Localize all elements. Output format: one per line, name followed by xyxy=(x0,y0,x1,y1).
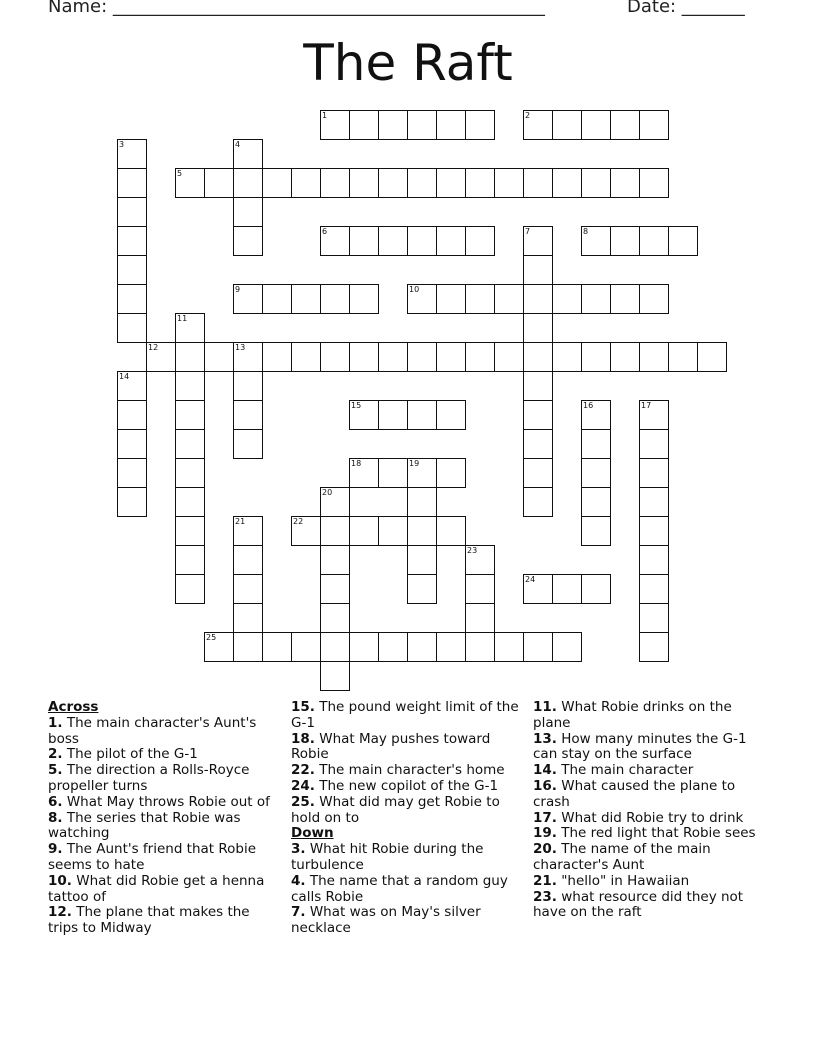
clue-text: What hit Robie during the turbulence xyxy=(291,841,484,873)
clue-number: 22 xyxy=(293,517,304,526)
grid-cell[interactable] xyxy=(320,168,350,198)
clue-item xyxy=(48,716,278,748)
clue-number: 12 xyxy=(148,343,159,352)
clue-text: The pound weight limit of the G-1 xyxy=(291,699,519,731)
grid-cell[interactable] xyxy=(378,110,408,140)
clues-column-1 xyxy=(48,700,278,937)
clue-item xyxy=(533,779,769,811)
clues-column-3 xyxy=(533,700,769,921)
grid-cell[interactable] xyxy=(407,110,437,140)
grid-cell[interactable] xyxy=(581,226,611,256)
grid-cell[interactable] xyxy=(320,661,350,691)
clue-item xyxy=(48,842,278,874)
clue-text: "hello" in Hawaiian xyxy=(561,872,690,889)
grid-cell[interactable] xyxy=(639,632,669,662)
grid-cell[interactable] xyxy=(436,458,466,488)
clue-number-label: 25. xyxy=(291,793,315,810)
grid-cell[interactable] xyxy=(407,632,437,662)
grid-cell[interactable] xyxy=(117,400,147,430)
grid-cell[interactable] xyxy=(581,429,611,459)
grid-cell[interactable] xyxy=(233,429,263,459)
clue-number-label: 8. xyxy=(48,809,63,826)
clue-item xyxy=(291,842,519,874)
grid-cell[interactable] xyxy=(552,574,582,604)
clue-number: 1 xyxy=(322,111,328,120)
clue-number: 11 xyxy=(177,314,188,323)
clue-text: What May pushes toward Robie xyxy=(291,730,491,763)
clue-number: 6 xyxy=(322,227,328,236)
grid-cell[interactable] xyxy=(320,545,350,575)
grid-cell[interactable] xyxy=(639,487,669,517)
grid-cell[interactable] xyxy=(378,516,408,546)
grid-cell[interactable] xyxy=(523,284,553,314)
grid-cell[interactable] xyxy=(436,110,466,140)
clue-number: 15 xyxy=(351,401,362,410)
grid-cell[interactable] xyxy=(117,226,147,256)
grid-cell[interactable] xyxy=(233,168,263,198)
grid-cell[interactable] xyxy=(668,226,698,256)
grid-cell[interactable] xyxy=(407,516,437,546)
grid-cell[interactable] xyxy=(175,429,205,459)
clue-number-label: 16. xyxy=(533,777,557,794)
grid-cell[interactable] xyxy=(175,400,205,430)
grid-cell[interactable] xyxy=(233,371,263,401)
grid-cell[interactable] xyxy=(465,226,495,256)
clue-text: The direction a Rolls-Royce propeller turns xyxy=(48,762,250,794)
grid-cell[interactable] xyxy=(639,110,669,140)
clue-number: 24 xyxy=(525,575,536,584)
grid-cell[interactable] xyxy=(233,197,263,227)
clue-text: The pilot of the G-1 xyxy=(66,746,198,763)
clue-item xyxy=(533,842,769,874)
clue-text: The Aunt's friend that Robie seems to hate xyxy=(48,841,257,873)
grid-cell[interactable] xyxy=(233,400,263,430)
clue-number-label: 20. xyxy=(533,841,557,858)
grid-cell[interactable] xyxy=(320,574,350,604)
grid-cell[interactable] xyxy=(436,342,466,372)
clue-number-label: 4. xyxy=(291,872,306,889)
clue-item xyxy=(533,732,769,764)
grid-cell[interactable] xyxy=(262,342,292,372)
grid-cell[interactable] xyxy=(146,342,176,372)
grid-cell[interactable] xyxy=(378,458,408,488)
grid-cell[interactable] xyxy=(349,632,379,662)
clue-number: 8 xyxy=(583,227,589,236)
grid-cell[interactable] xyxy=(175,313,205,343)
grid-cell[interactable] xyxy=(465,632,495,662)
clue-text: The name of the main character's Aunt xyxy=(533,841,711,873)
grid-cell[interactable] xyxy=(581,284,611,314)
grid-cell[interactable] xyxy=(291,516,321,546)
grid-cell[interactable] xyxy=(349,342,379,372)
grid-cell[interactable] xyxy=(378,342,408,372)
grid-cell[interactable] xyxy=(349,516,379,546)
section-heading: Down xyxy=(291,825,334,842)
clue-item xyxy=(291,874,519,906)
grid-cell[interactable] xyxy=(465,603,495,633)
clue-number: 9 xyxy=(235,285,241,294)
clue-number: 5 xyxy=(177,169,183,178)
grid-cell[interactable] xyxy=(262,632,292,662)
grid-cell[interactable] xyxy=(436,226,466,256)
grid-cell[interactable] xyxy=(233,516,263,546)
grid-cell[interactable] xyxy=(523,458,553,488)
name-field[interactable]: Name: ________________________________________________ xyxy=(48,0,545,17)
grid-cell[interactable] xyxy=(233,139,263,169)
grid-cell[interactable] xyxy=(552,632,582,662)
grid-cell[interactable] xyxy=(465,545,495,575)
grid-cell[interactable] xyxy=(523,400,553,430)
grid-cell[interactable] xyxy=(262,284,292,314)
grid-cell[interactable] xyxy=(523,487,553,517)
grid-cell[interactable] xyxy=(117,255,147,285)
clue-number-label: 10. xyxy=(48,872,72,889)
grid-cell[interactable] xyxy=(407,168,437,198)
grid-cell[interactable] xyxy=(465,574,495,604)
clue-number: 25 xyxy=(206,633,217,642)
grid-cell[interactable] xyxy=(320,487,350,517)
grid-cell[interactable] xyxy=(465,168,495,198)
grid-cell[interactable] xyxy=(552,110,582,140)
clue-item xyxy=(48,874,278,906)
grid-cell[interactable] xyxy=(494,342,524,372)
grid-cell[interactable] xyxy=(175,342,205,372)
date-field[interactable]: Date: _______ xyxy=(627,0,745,17)
clue-item xyxy=(48,905,278,937)
grid-cell[interactable] xyxy=(175,168,205,198)
grid-cell[interactable] xyxy=(320,284,350,314)
clue-text: The new copilot of the G-1 xyxy=(319,777,499,794)
grid-cell[interactable] xyxy=(465,342,495,372)
clue-item xyxy=(291,763,519,779)
grid-cell[interactable] xyxy=(639,429,669,459)
clue-number-label: 15. xyxy=(291,699,315,715)
grid-cell[interactable] xyxy=(552,342,582,372)
grid-cell[interactable] xyxy=(523,342,553,372)
grid-cell[interactable] xyxy=(204,632,234,662)
grid-cell[interactable] xyxy=(639,458,669,488)
clue-number: 17 xyxy=(641,401,652,410)
clue-text: What did may get Robie to hold on to xyxy=(291,793,500,826)
grid-cell[interactable] xyxy=(436,632,466,662)
grid-cell[interactable] xyxy=(494,168,524,198)
grid-cell[interactable] xyxy=(233,632,263,662)
clue-number: 3 xyxy=(119,140,125,149)
clue-item xyxy=(291,905,519,937)
grid-cell[interactable] xyxy=(436,400,466,430)
clue-item xyxy=(533,874,769,890)
grid-cell[interactable] xyxy=(117,168,147,198)
grid-cell[interactable] xyxy=(349,226,379,256)
clue-item xyxy=(533,763,769,779)
clue-text: What May throws Robie out of xyxy=(66,793,270,810)
grid-cell[interactable] xyxy=(639,574,669,604)
clue-number-label: 3. xyxy=(291,841,306,858)
grid-cell[interactable] xyxy=(639,226,669,256)
grid-cell[interactable] xyxy=(117,487,147,517)
grid-cell[interactable] xyxy=(523,371,553,401)
grid-cell[interactable] xyxy=(523,168,553,198)
grid-cell[interactable] xyxy=(175,487,205,517)
grid-cell[interactable] xyxy=(407,487,437,517)
grid-cell[interactable] xyxy=(233,226,263,256)
grid-cell[interactable] xyxy=(494,632,524,662)
grid-cell[interactable] xyxy=(233,545,263,575)
clue-number-label: 18. xyxy=(291,730,315,747)
clue-number: 7 xyxy=(525,227,531,236)
grid-cell[interactable] xyxy=(175,574,205,604)
grid-cell[interactable] xyxy=(291,168,321,198)
grid-cell[interactable] xyxy=(378,226,408,256)
grid-cell[interactable] xyxy=(581,168,611,198)
grid-cell[interactable] xyxy=(407,400,437,430)
grid-cell[interactable] xyxy=(349,168,379,198)
clue-number-label: 14. xyxy=(533,762,557,779)
clue-number-label: 21. xyxy=(533,872,557,889)
grid-cell[interactable] xyxy=(117,284,147,314)
grid-cell[interactable] xyxy=(320,632,350,662)
grid-cell[interactable] xyxy=(639,342,669,372)
grid-cell[interactable] xyxy=(233,603,263,633)
grid-cell[interactable] xyxy=(639,284,669,314)
grid-cell[interactable] xyxy=(204,168,234,198)
clue-item xyxy=(291,700,519,732)
grid-cell[interactable] xyxy=(233,342,263,372)
clue-number: 2 xyxy=(525,111,531,120)
grid-cell[interactable] xyxy=(436,168,466,198)
grid-cell[interactable] xyxy=(407,226,437,256)
grid-cell[interactable] xyxy=(610,342,640,372)
grid-cell[interactable] xyxy=(581,516,611,546)
grid-cell[interactable] xyxy=(378,400,408,430)
grid-cell[interactable] xyxy=(523,632,553,662)
clue-number-label: 6. xyxy=(48,793,63,810)
grid-cell[interactable] xyxy=(668,342,698,372)
clue-text: The name that a random guy calls Robie xyxy=(291,872,508,905)
clue-text: what resource did they not have on the raft xyxy=(533,888,744,921)
grid-cell[interactable] xyxy=(262,168,292,198)
grid-cell[interactable] xyxy=(523,255,553,285)
grid-cell[interactable] xyxy=(378,632,408,662)
grid-cell[interactable] xyxy=(233,574,263,604)
clue-number-label: 17. xyxy=(533,809,557,826)
grid-cell[interactable] xyxy=(523,110,553,140)
grid-cell[interactable] xyxy=(320,342,350,372)
grid-cell[interactable] xyxy=(523,226,553,256)
clue-number: 23 xyxy=(467,546,478,555)
grid-cell[interactable] xyxy=(407,284,437,314)
grid-cell[interactable] xyxy=(610,284,640,314)
clue-number: 19 xyxy=(409,459,420,468)
grid-cell[interactable] xyxy=(320,603,350,633)
clue-text: The series that Robie was watching xyxy=(48,809,241,842)
clue-item xyxy=(533,700,769,732)
clue-number-label: 1. xyxy=(48,714,63,731)
grid-cell[interactable] xyxy=(436,284,466,314)
grid-cell[interactable] xyxy=(175,458,205,488)
grid-cell[interactable] xyxy=(639,603,669,633)
grid-cell[interactable] xyxy=(320,110,350,140)
grid-cell[interactable] xyxy=(523,313,553,343)
grid-cell[interactable] xyxy=(320,226,350,256)
grid-cell[interactable] xyxy=(117,313,147,343)
clue-text: What was on May's silver necklace xyxy=(291,904,481,937)
clue-number: 14 xyxy=(119,372,130,381)
clue-number-label: 13. xyxy=(533,730,557,747)
clue-number-label: 19. xyxy=(533,825,557,842)
clue-number: 21 xyxy=(235,517,246,526)
grid-cell[interactable] xyxy=(523,574,553,604)
grid-cell[interactable] xyxy=(349,400,379,430)
clue-item xyxy=(48,795,278,811)
clue-number-label: 24. xyxy=(291,777,315,794)
grid-cell[interactable] xyxy=(204,342,234,372)
grid-cell[interactable] xyxy=(320,516,350,546)
clue-text: The main character's Aunt's boss xyxy=(48,714,257,747)
clue-number-label: 23. xyxy=(533,888,557,905)
grid-cell[interactable] xyxy=(494,284,524,314)
clues-column-2 xyxy=(291,700,519,937)
grid-cell[interactable] xyxy=(581,400,611,430)
clue-number-label: 11. xyxy=(533,699,557,715)
grid-cell[interactable] xyxy=(581,342,611,372)
grid-cell[interactable] xyxy=(465,284,495,314)
grid-cell[interactable] xyxy=(117,197,147,227)
clue-text: What Robie drinks on the plane xyxy=(533,699,732,731)
grid-cell[interactable] xyxy=(117,429,147,459)
clue-item xyxy=(291,732,519,764)
clue-number-label: 2. xyxy=(48,746,63,763)
clue-text: What did Robie get a henna tattoo of xyxy=(48,872,265,905)
clue-text: What did Robie try to drink xyxy=(561,809,744,826)
grid-cell[interactable] xyxy=(117,371,147,401)
clue-number: 4 xyxy=(235,140,241,149)
grid-cell[interactable] xyxy=(639,545,669,575)
grid-cell[interactable] xyxy=(233,284,263,314)
clue-item xyxy=(533,811,769,827)
grid-cell[interactable] xyxy=(581,110,611,140)
grid-cell[interactable] xyxy=(291,284,321,314)
clue-number-label: 5. xyxy=(48,762,63,779)
clue-item xyxy=(48,763,278,795)
grid-cell[interactable] xyxy=(581,487,611,517)
page-title: The Raft xyxy=(303,34,513,92)
grid-cell[interactable] xyxy=(175,516,205,546)
grid-cell[interactable] xyxy=(610,110,640,140)
grid-cell[interactable] xyxy=(175,545,205,575)
grid-cell[interactable] xyxy=(610,168,640,198)
clue-number: 10 xyxy=(409,285,420,294)
grid-cell[interactable] xyxy=(175,371,205,401)
grid-cell[interactable] xyxy=(117,458,147,488)
clue-number-label: 12. xyxy=(48,904,72,921)
clue-text: The plane that makes the trips to Midway xyxy=(48,904,250,937)
clue-item xyxy=(291,795,519,827)
grid-cell[interactable] xyxy=(552,284,582,314)
grid-cell[interactable] xyxy=(407,342,437,372)
clue-number-label: 9. xyxy=(48,841,63,858)
grid-cell[interactable] xyxy=(436,516,466,546)
clue-text: How many minutes the G-1 can stay on the surface xyxy=(533,730,747,763)
grid-cell[interactable] xyxy=(581,458,611,488)
grid-cell[interactable] xyxy=(465,110,495,140)
grid-cell[interactable] xyxy=(407,458,437,488)
clue-text: The main character xyxy=(561,762,694,779)
grid-cell[interactable] xyxy=(639,516,669,546)
clue-item xyxy=(533,826,769,842)
grid-cell[interactable] xyxy=(291,632,321,662)
grid-cell[interactable] xyxy=(349,284,379,314)
clue-number: 16 xyxy=(583,401,594,410)
clue-number-label: 22. xyxy=(291,762,315,779)
grid-cell[interactable] xyxy=(639,400,669,430)
clue-item xyxy=(291,779,519,795)
grid-cell[interactable] xyxy=(407,545,437,575)
clue-number-label: 7. xyxy=(291,904,306,921)
grid-cell[interactable] xyxy=(349,458,379,488)
clue-item xyxy=(533,890,769,922)
clue-text: The red light that Robie sees xyxy=(561,825,756,842)
grid-cell[interactable] xyxy=(291,342,321,372)
clue-number: 20 xyxy=(322,488,333,497)
grid-cell[interactable] xyxy=(639,168,669,198)
grid-cell[interactable] xyxy=(581,574,611,604)
grid-cell[interactable] xyxy=(378,168,408,198)
clue-item xyxy=(48,811,278,843)
grid-cell[interactable] xyxy=(349,110,379,140)
grid-cell[interactable] xyxy=(523,429,553,459)
clue-number: 18 xyxy=(351,459,362,468)
grid-cell[interactable] xyxy=(610,226,640,256)
section-heading: Across xyxy=(48,699,99,715)
grid-cell[interactable] xyxy=(117,139,147,169)
clue-text: The main character's home xyxy=(319,762,505,779)
grid-cell[interactable] xyxy=(697,342,727,372)
grid-cell[interactable] xyxy=(407,574,437,604)
grid-cell[interactable] xyxy=(552,168,582,198)
clue-text: What caused the plane to crash xyxy=(533,777,736,810)
clue-item xyxy=(48,747,278,763)
clue-number: 13 xyxy=(235,343,246,352)
